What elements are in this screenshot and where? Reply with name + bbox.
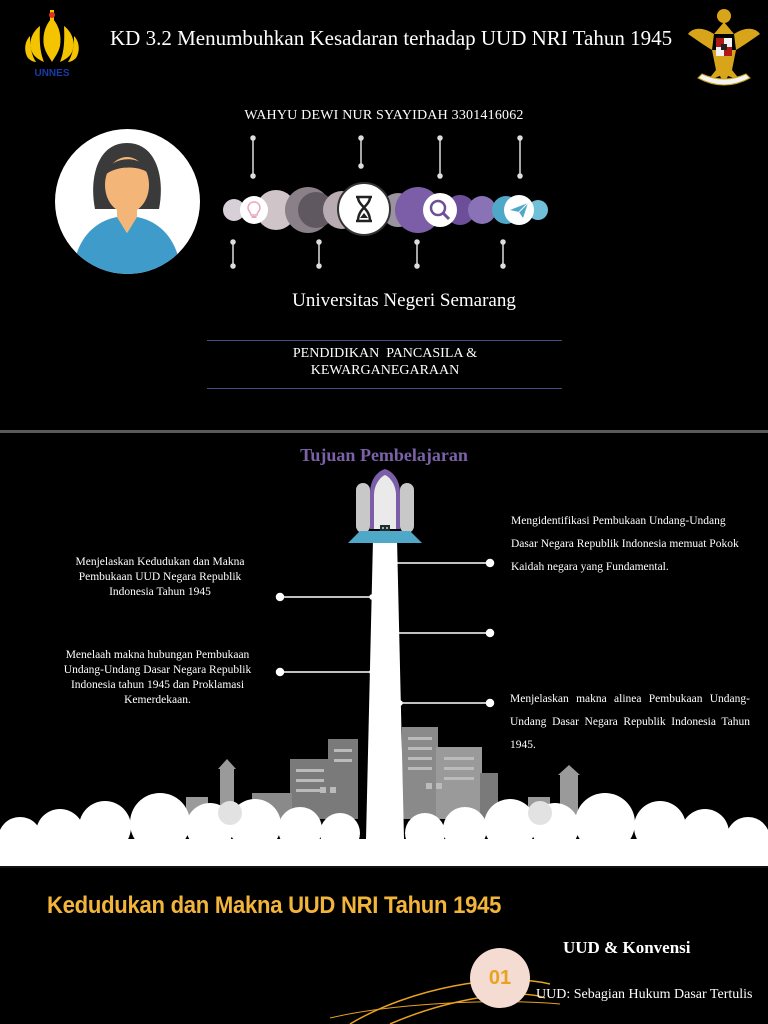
- objective-left-2: Menelaah makna hubungan Pembukaan Undang-Undang Dasar Negara Republik Indonesia tahun 1945 dan Proklamasi Kemerdekaan.: [63, 649, 252, 706]
- university-name: Universitas Negeri Semarang: [292, 290, 516, 311]
- slide-cover: [0, 0, 768, 430]
- avatar: [55, 129, 200, 274]
- magnifier-icon: [423, 193, 457, 227]
- hourglass-icon: [337, 182, 391, 236]
- unnes-logo: [22, 10, 82, 82]
- infographic-strip: [220, 132, 560, 272]
- section-title: Kedudukan dan Makna UUD NRI Tahun 1945: [47, 892, 502, 919]
- step-number-badge: 01: [470, 948, 530, 1008]
- point-body: UUD: Sebagian Hukum Dasar Tertulis: [536, 987, 753, 1002]
- divider-bottom: [207, 388, 562, 389]
- garuda-emblem: [686, 4, 762, 88]
- objective-left-1: Menjelaskan Kedudukan dan Makna Pembukaan UUD Negara Republik Indonesia Tahun 1945: [75, 556, 245, 598]
- objective-right-1: Mengidentifikasi Pembukaan Undang-Undang Dasar Negara Republik Indonesia memuat Pokok Kaidah negara yang Fundamental.: [511, 515, 739, 573]
- point-heading: UUD & Konvensi: [563, 938, 691, 957]
- divider-top: [207, 340, 562, 341]
- slide-objectives: [0, 433, 768, 866]
- author-name: WAHYU DEWI NUR SYAYIDAH 3301416062: [244, 108, 524, 123]
- logo-text: UNNES: [34, 68, 70, 79]
- subject-title: [208, 345, 562, 379]
- subject-line-1: PENDIDIKAN PANCASILA &: [292, 346, 478, 361]
- objectives-heading: Tujuan Pembelajaran: [300, 445, 468, 465]
- slide-kedudukan: [0, 868, 768, 1024]
- lightbulb-icon: [240, 196, 268, 224]
- subject-line-2: KEWARGANEGARAAN: [310, 363, 460, 378]
- paper-plane-icon: [504, 195, 534, 225]
- page-title: KD 3.2 Menumbuhkan Kesadaran terhadap UUD NRI Tahun 1945: [110, 26, 673, 50]
- objective-right-2: Menjelaskan makna alinea Pembukaan Undang-Undang Dasar Negara Republik Indonesia Tahun 1945.: [510, 693, 750, 751]
